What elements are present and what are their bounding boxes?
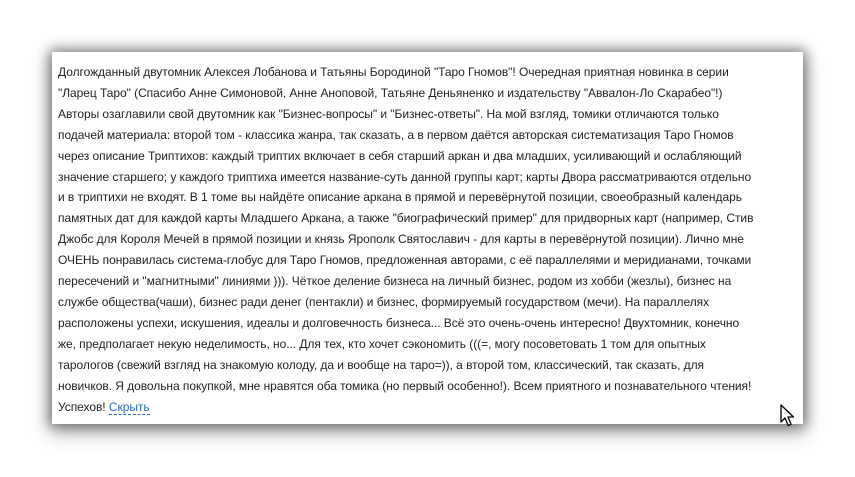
review-line: подачей материала: второй том - классика жанра, так сказать, а в первом даётся авторская систематизация Таро Гномов	[58, 127, 734, 142]
review-line: "Ларец Таро" (Спасибо Анне Симоновой, Анне Аноповой, Татьяне Деньяненко и издательству "Аввалон-Ло Скарабео"!)	[58, 85, 723, 100]
review-line: службе общества(чаши), бизнес ради денег (пентакли) и бизнес, формируемый государством (мечи). На параллелях	[58, 294, 710, 309]
mouse-pointer-icon	[780, 404, 796, 428]
review-line: значение старшего; у каждого триптиха имеется название-суть данной группы карт; карты Двора рассматриваются отдельно	[58, 169, 752, 184]
hide-review-link[interactable]: Скрыть	[108, 399, 150, 414]
review-line: через описание Триптихов: каждый триптих включает в себя старший аркан и два младших, усиливающий и ослабляющий	[58, 148, 742, 163]
review-line: Джобс для Короля Мечей в прямой позиции и князь Ярополк Святославич - для карты в перевёрнутой позиции). Лично мне	[58, 232, 744, 247]
review-line: расположены успехи, искушения, идеалы и долговечность бизнеса... Всё это очень-очень интересно! Двухтомник, конечно	[58, 315, 740, 330]
review-closing-text: Успехов!	[58, 399, 109, 414]
review-line: Авторы озаглавили свой двутомник как "Бизнес-вопросы" и "Бизнес-ответы". На мой взгляд, томики отличаются только	[58, 106, 719, 121]
review-line: пересечений и "магнитными" линиями ))). Чёткое деление бизнеса на личный бизнес, родом из хобби (жезлы), бизнес на	[58, 274, 732, 289]
review-closing-line	[58, 397, 797, 418]
review-line: новичков. Я довольна покупкой, мне нравятся оба томика (но первый особенно!). Всем приятного и познавательного чтения!	[58, 378, 752, 393]
review-line: памятных дат для каждой карты Младшего Аркана, а также "биографический пример" для придворных карт (например, Стив	[58, 211, 754, 226]
review-line: ОЧЕНЬ понравилась система-глобус для Таро Гномов, предложенная авторами, с её параллелями и меридианами, точками	[58, 253, 752, 268]
review-line: тарологов (свежий взгляд на знакомую колоду, да и вообще на таро=)), а второй том, классический, так сказать, для	[58, 357, 704, 372]
review-text	[58, 62, 797, 417]
review-line: Долгожданный двутомник Алексея Лобанова и Татьяны Бородиной "Таро Гномов"! Очередная приятная новинка в серии	[58, 65, 729, 79]
review-card	[52, 52, 803, 424]
review-line: и в триптихи не входят. В 1 томе вы найдёте описание аркана в прямой и перевёрнутой позиции, своеобразный календарь	[58, 190, 742, 205]
review-line: же, предполагает некую неделимость, но... Для тех, кто хочет сэкономить (((=, могу посоветовать 1 том для опытных	[58, 336, 706, 351]
